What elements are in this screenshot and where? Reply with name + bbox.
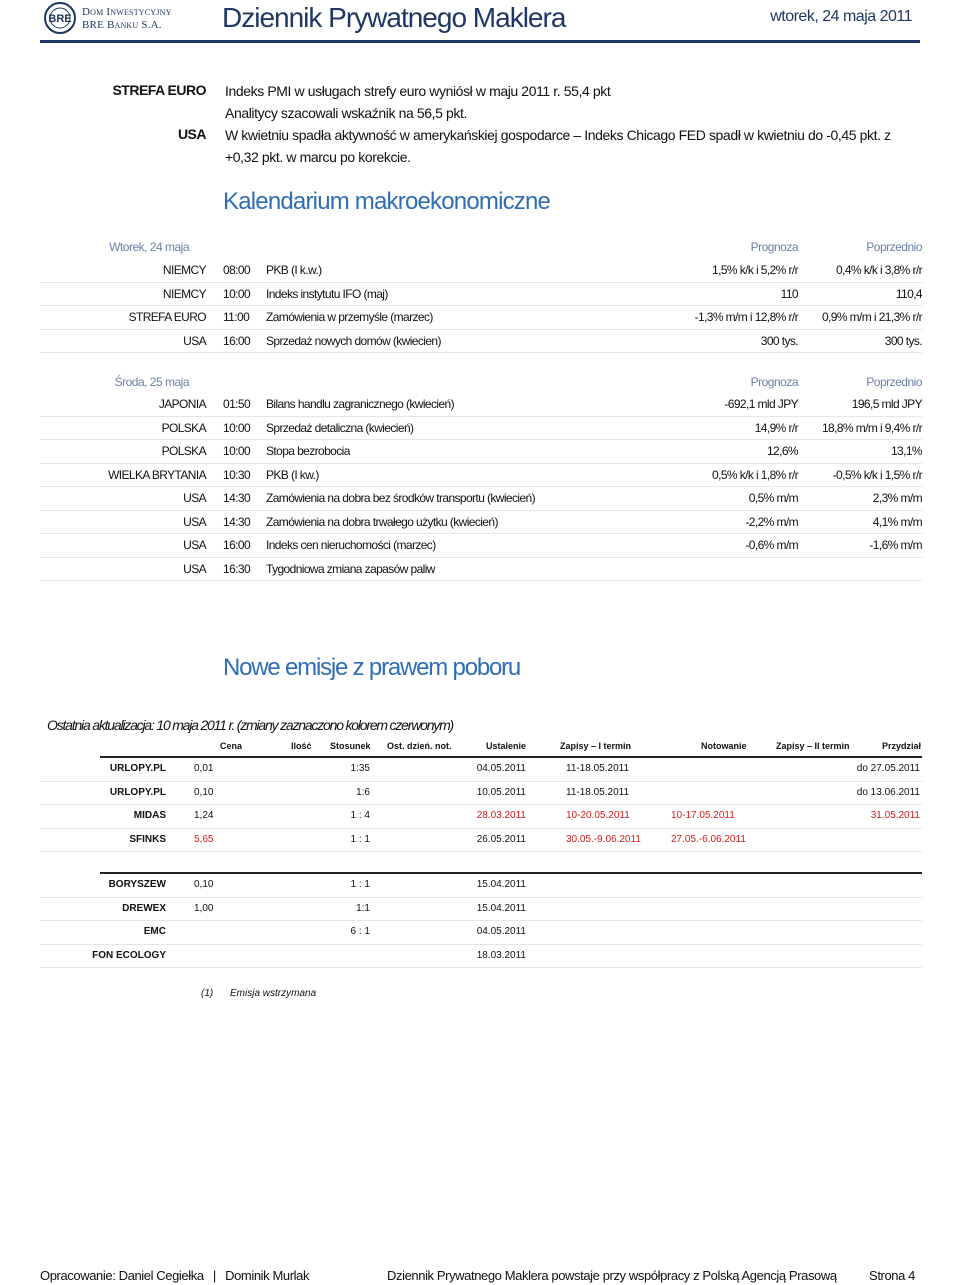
calendar-time: 16:00 xyxy=(223,333,251,348)
emission-row xyxy=(40,829,922,853)
calendar-country: JAPONIA xyxy=(158,397,206,411)
emission-rights-day: 10.05.2011 xyxy=(476,786,526,798)
calendar-previous: -1,6% m/m xyxy=(869,538,922,552)
emission-rights-day: 28.03.2011 xyxy=(476,810,526,821)
calendar-previous: 300 tys. xyxy=(884,333,922,348)
col-subs1: Zapisy – I termin xyxy=(560,741,632,751)
calendar-forecast: -0,6% m/m xyxy=(745,538,798,552)
emission-ratio: 1 : 1 xyxy=(350,879,370,890)
calendar-title: Kalendarium makroekonomiczne xyxy=(223,188,551,215)
calendar-forecast: 12,6% xyxy=(766,444,798,458)
emission-rights-day: 26.05.2011 xyxy=(476,833,526,845)
calendar-forecast: -692,1 mld JPY xyxy=(724,397,798,411)
calendar-event: Zamówienia w przemyśle (marzec) xyxy=(266,310,433,324)
calendar-event: Zamówienia na dobra bez środków transportu (kwiecień) xyxy=(266,491,536,505)
emission-listing: 27.05.-6.06.2011 xyxy=(671,833,746,845)
emission-row xyxy=(40,945,922,969)
footnote-mark: (1) xyxy=(201,988,214,999)
calendar-time: 10:00 xyxy=(223,286,251,301)
calendar-row xyxy=(40,511,922,535)
calendar-country: POLSKA xyxy=(161,444,206,458)
calendar-previous: 13,1% xyxy=(890,444,922,458)
emission-row xyxy=(40,805,922,829)
news-line: W kwietniu spadła aktywność w amerykańskiej gospodarce – Indeks Chicago FED spadł w kwietniu do -0,45 pkt. z xyxy=(225,127,891,143)
news-item-euro xyxy=(225,80,915,124)
calendar-previous: -0,5% k/k i 1,5% r/r xyxy=(832,467,922,482)
calendar-country: USA xyxy=(183,538,206,552)
svg-text:BRE: BRE xyxy=(48,13,72,25)
day-label: Środa, 25 maja xyxy=(114,375,189,389)
calendar-event: Stopa bezrobocia xyxy=(266,444,350,458)
calendar-row xyxy=(40,259,922,283)
calendar-previous: 0,4% k/k i 3,8% r/r xyxy=(836,263,922,277)
calendar-forecast: 14,9% r/r xyxy=(754,420,798,435)
emission-company: DREWEX xyxy=(122,902,166,914)
calendar-time: 08:00 xyxy=(223,263,251,277)
logo-text xyxy=(82,6,172,32)
emission-company: FON ECOLOGY xyxy=(92,949,166,961)
news-line: Analitycy szacowali wskaźnik na 56,5 pkt. xyxy=(225,105,467,121)
emission-rights-day: 15.04.2011 xyxy=(476,902,526,914)
calendar-event: Indeks cen nieruchomości (marzec) xyxy=(266,538,436,552)
footer-author-1: Opracowanie: Daniel Cegiełka xyxy=(40,1268,204,1283)
calendar-row xyxy=(40,283,922,307)
calendar-previous: 18,8% m/m i 9,4% r/r xyxy=(821,420,922,435)
calendar-event: Sprzedaż detaliczna (kwiecień) xyxy=(266,420,414,435)
calendar-previous: 2,3% m/m xyxy=(872,491,922,505)
emission-allotment: 31.05.2011 xyxy=(870,810,920,821)
emission-rights-day: 04.05.2011 xyxy=(476,763,526,774)
emission-ratio: 1 : 1 xyxy=(350,833,370,845)
calendar-country: NIEMCY xyxy=(162,286,206,301)
header-divider xyxy=(40,40,920,43)
calendar-forecast: 0,5% m/m xyxy=(748,491,798,505)
calendar-forecast: -1,3% m/m i 12,8% r/r xyxy=(694,310,798,324)
calendar-previous: 4,1% m/m xyxy=(872,514,922,529)
calendar-forecast: -2,2% m/m xyxy=(745,514,798,529)
calendar-row xyxy=(40,464,922,488)
emission-subs1: 10-20.05.2011 xyxy=(566,810,630,821)
calendar-country: STREFA EURO xyxy=(128,310,206,324)
calendar-event: Tygodniowa zmiana zapasów paliw xyxy=(266,561,435,576)
col-listing: Notowanie xyxy=(701,741,747,751)
news-line: Indeks PMI w usługach strefy euro wyniósł w maju 2011 r. 55,4 pkt xyxy=(225,83,611,99)
emissions-title: Nowe emisje z prawem poboru xyxy=(223,654,521,681)
calendar-event: Sprzedaż nowych domów (kwiecien) xyxy=(266,333,441,348)
col-rights-day: Ost. dzień. not. xyxy=(387,741,452,751)
calendar-time: 16:30 xyxy=(223,561,251,576)
day-label: Wtorek, 24 maja xyxy=(109,240,189,254)
calendar-event: Indeks instytutu IFO (maj) xyxy=(266,286,388,301)
emission-ratio: 6 : 1 xyxy=(350,926,370,937)
emission-company: BORYSZEW xyxy=(108,879,166,890)
calendar-row xyxy=(40,330,922,354)
footer-author: Opracowanie: Daniel Cegiełka | Dominik Murlak xyxy=(40,1268,310,1283)
previous-header: Poprzednio xyxy=(866,240,922,254)
emission-subs1: 11-18.05.2011 xyxy=(566,786,630,798)
emission-price: 0,10 xyxy=(194,879,214,890)
page-number: Strona 4 xyxy=(869,1268,915,1283)
calendar-time: 16:00 xyxy=(223,538,251,552)
news-region-euro: STREFA EURO xyxy=(112,82,206,98)
emission-ratio: 1:35 xyxy=(350,763,370,774)
emission-row xyxy=(40,874,922,898)
calendar-event: Zamówienia na dobra trwałego użytku (kwiecień) xyxy=(266,514,498,529)
emission-subs1: 11-18.05.2011 xyxy=(566,763,630,774)
calendar-time: 10:00 xyxy=(223,444,251,458)
col-allotment: Przydział xyxy=(882,741,922,751)
calendar-country: NIEMCY xyxy=(162,263,206,277)
calendar-event: PKB (I kw.) xyxy=(266,467,319,482)
emission-company: EMC xyxy=(143,926,166,937)
emission-company: SFINKS xyxy=(129,833,166,845)
emission-row xyxy=(40,921,922,945)
calendar-country: USA xyxy=(183,514,206,529)
emission-company: MIDAS xyxy=(133,810,166,821)
emission-price: 0,10 xyxy=(194,786,214,798)
calendar-forecast: 0,5% k/k i 1,8% r/r xyxy=(712,467,798,482)
calendar-row xyxy=(40,417,922,441)
emission-company: URLOPY.PL xyxy=(109,786,166,798)
calendar-forecast: 300 tys. xyxy=(760,333,798,348)
news-item-usa xyxy=(225,124,915,168)
calendar-time: 14:30 xyxy=(223,491,251,505)
emission-listing: 10-17.05.2011 xyxy=(671,810,735,821)
calendar-time: 14:30 xyxy=(223,514,251,529)
col-record-date: Ustalenie xyxy=(486,741,527,751)
footer-note: Dziennik Prywatnego Maklera powstaje przy współpracy z Polską Agencją Prasową xyxy=(387,1268,837,1283)
calendar-row xyxy=(40,487,922,511)
news-line: +0,32 pkt. w marcu po korekcie. xyxy=(225,149,411,165)
emission-rights-day: 15.04.2011 xyxy=(476,879,526,890)
calendar-previous: 0,9% m/m i 21,3% r/r xyxy=(821,310,922,324)
emission-price: 1,00 xyxy=(194,902,214,914)
col-price: Cena xyxy=(220,741,243,751)
bre-logo xyxy=(40,2,80,35)
col-quantity: Ilość xyxy=(291,741,312,751)
emission-row xyxy=(40,758,922,782)
calendar-row xyxy=(40,440,922,464)
calendar-country: USA xyxy=(183,561,206,576)
calendar-row xyxy=(40,393,922,417)
emission-price: 0,01 xyxy=(194,763,214,774)
emission-price: 1,24 xyxy=(194,810,214,821)
calendar-country: USA xyxy=(183,333,206,348)
publication-date: wtorek, 24 maja 2011 xyxy=(770,8,912,25)
calendar-time: 10:30 xyxy=(223,467,251,482)
emission-ratio: 1:6 xyxy=(356,786,370,798)
calendar-row xyxy=(40,306,922,330)
calendar-forecast: 110 xyxy=(780,286,798,301)
emission-rights-day: 18.03.2011 xyxy=(476,949,526,961)
calendar-country: POLSKA xyxy=(161,420,206,435)
forecast-header: Prognoza xyxy=(750,375,798,389)
publication-title: Dziennik Prywatnego Maklera xyxy=(222,2,566,33)
footnote-text: Emisja wstrzymana xyxy=(230,988,317,999)
emission-price: 5,65 xyxy=(194,833,214,845)
logo-line-2: BRE Banku S.A. xyxy=(82,19,162,31)
news-region-usa: USA xyxy=(177,126,206,142)
calendar-event: PKB (I k.w.) xyxy=(266,263,322,277)
col-ratio: Stosunek xyxy=(330,741,371,751)
calendar-row xyxy=(40,558,922,582)
calendar-country: WIELKA BRYTANIA xyxy=(108,467,206,482)
last-update-note: Ostatnia aktualizacja: 10 maja 2011 r. (zmiany zaznaczono kolorem czerwonym) xyxy=(47,717,454,733)
calendar-time: 01:50 xyxy=(223,397,251,411)
emission-row xyxy=(40,898,922,922)
footer-author-2: Dominik Murlak xyxy=(225,1268,310,1283)
calendar-time: 10:00 xyxy=(223,420,251,435)
calendar-country: USA xyxy=(183,491,206,505)
emission-subs1: 30.05.-9.06.2011 xyxy=(566,833,641,845)
emission-allotment: do 13.06.2011 xyxy=(856,786,920,798)
calendar-previous: 196,5 mld JPY xyxy=(851,397,922,411)
emission-ratio: 1:1 xyxy=(356,902,370,914)
calendar-event: Bilans handlu zagranicznego (kwiecień) xyxy=(266,397,454,411)
emission-company: URLOPY.PL xyxy=(109,763,166,774)
emission-ratio: 1 : 4 xyxy=(350,810,370,821)
col-subs2: Zapisy – II termin xyxy=(776,741,850,751)
calendar-time: 11:00 xyxy=(223,310,250,324)
previous-header: Poprzednio xyxy=(866,375,922,389)
emission-rights-day: 04.05.2011 xyxy=(476,926,526,937)
calendar-row xyxy=(40,534,922,558)
calendar-previous: 110,4 xyxy=(895,286,922,301)
calendar-forecast: 1,5% k/k i 5,2% r/r xyxy=(712,263,798,277)
emission-allotment: do 27.05.2011 xyxy=(856,763,920,774)
emission-row xyxy=(40,782,922,806)
forecast-header: Prognoza xyxy=(750,240,798,254)
logo-line-1: Dom Inwestycyjny xyxy=(82,6,172,18)
